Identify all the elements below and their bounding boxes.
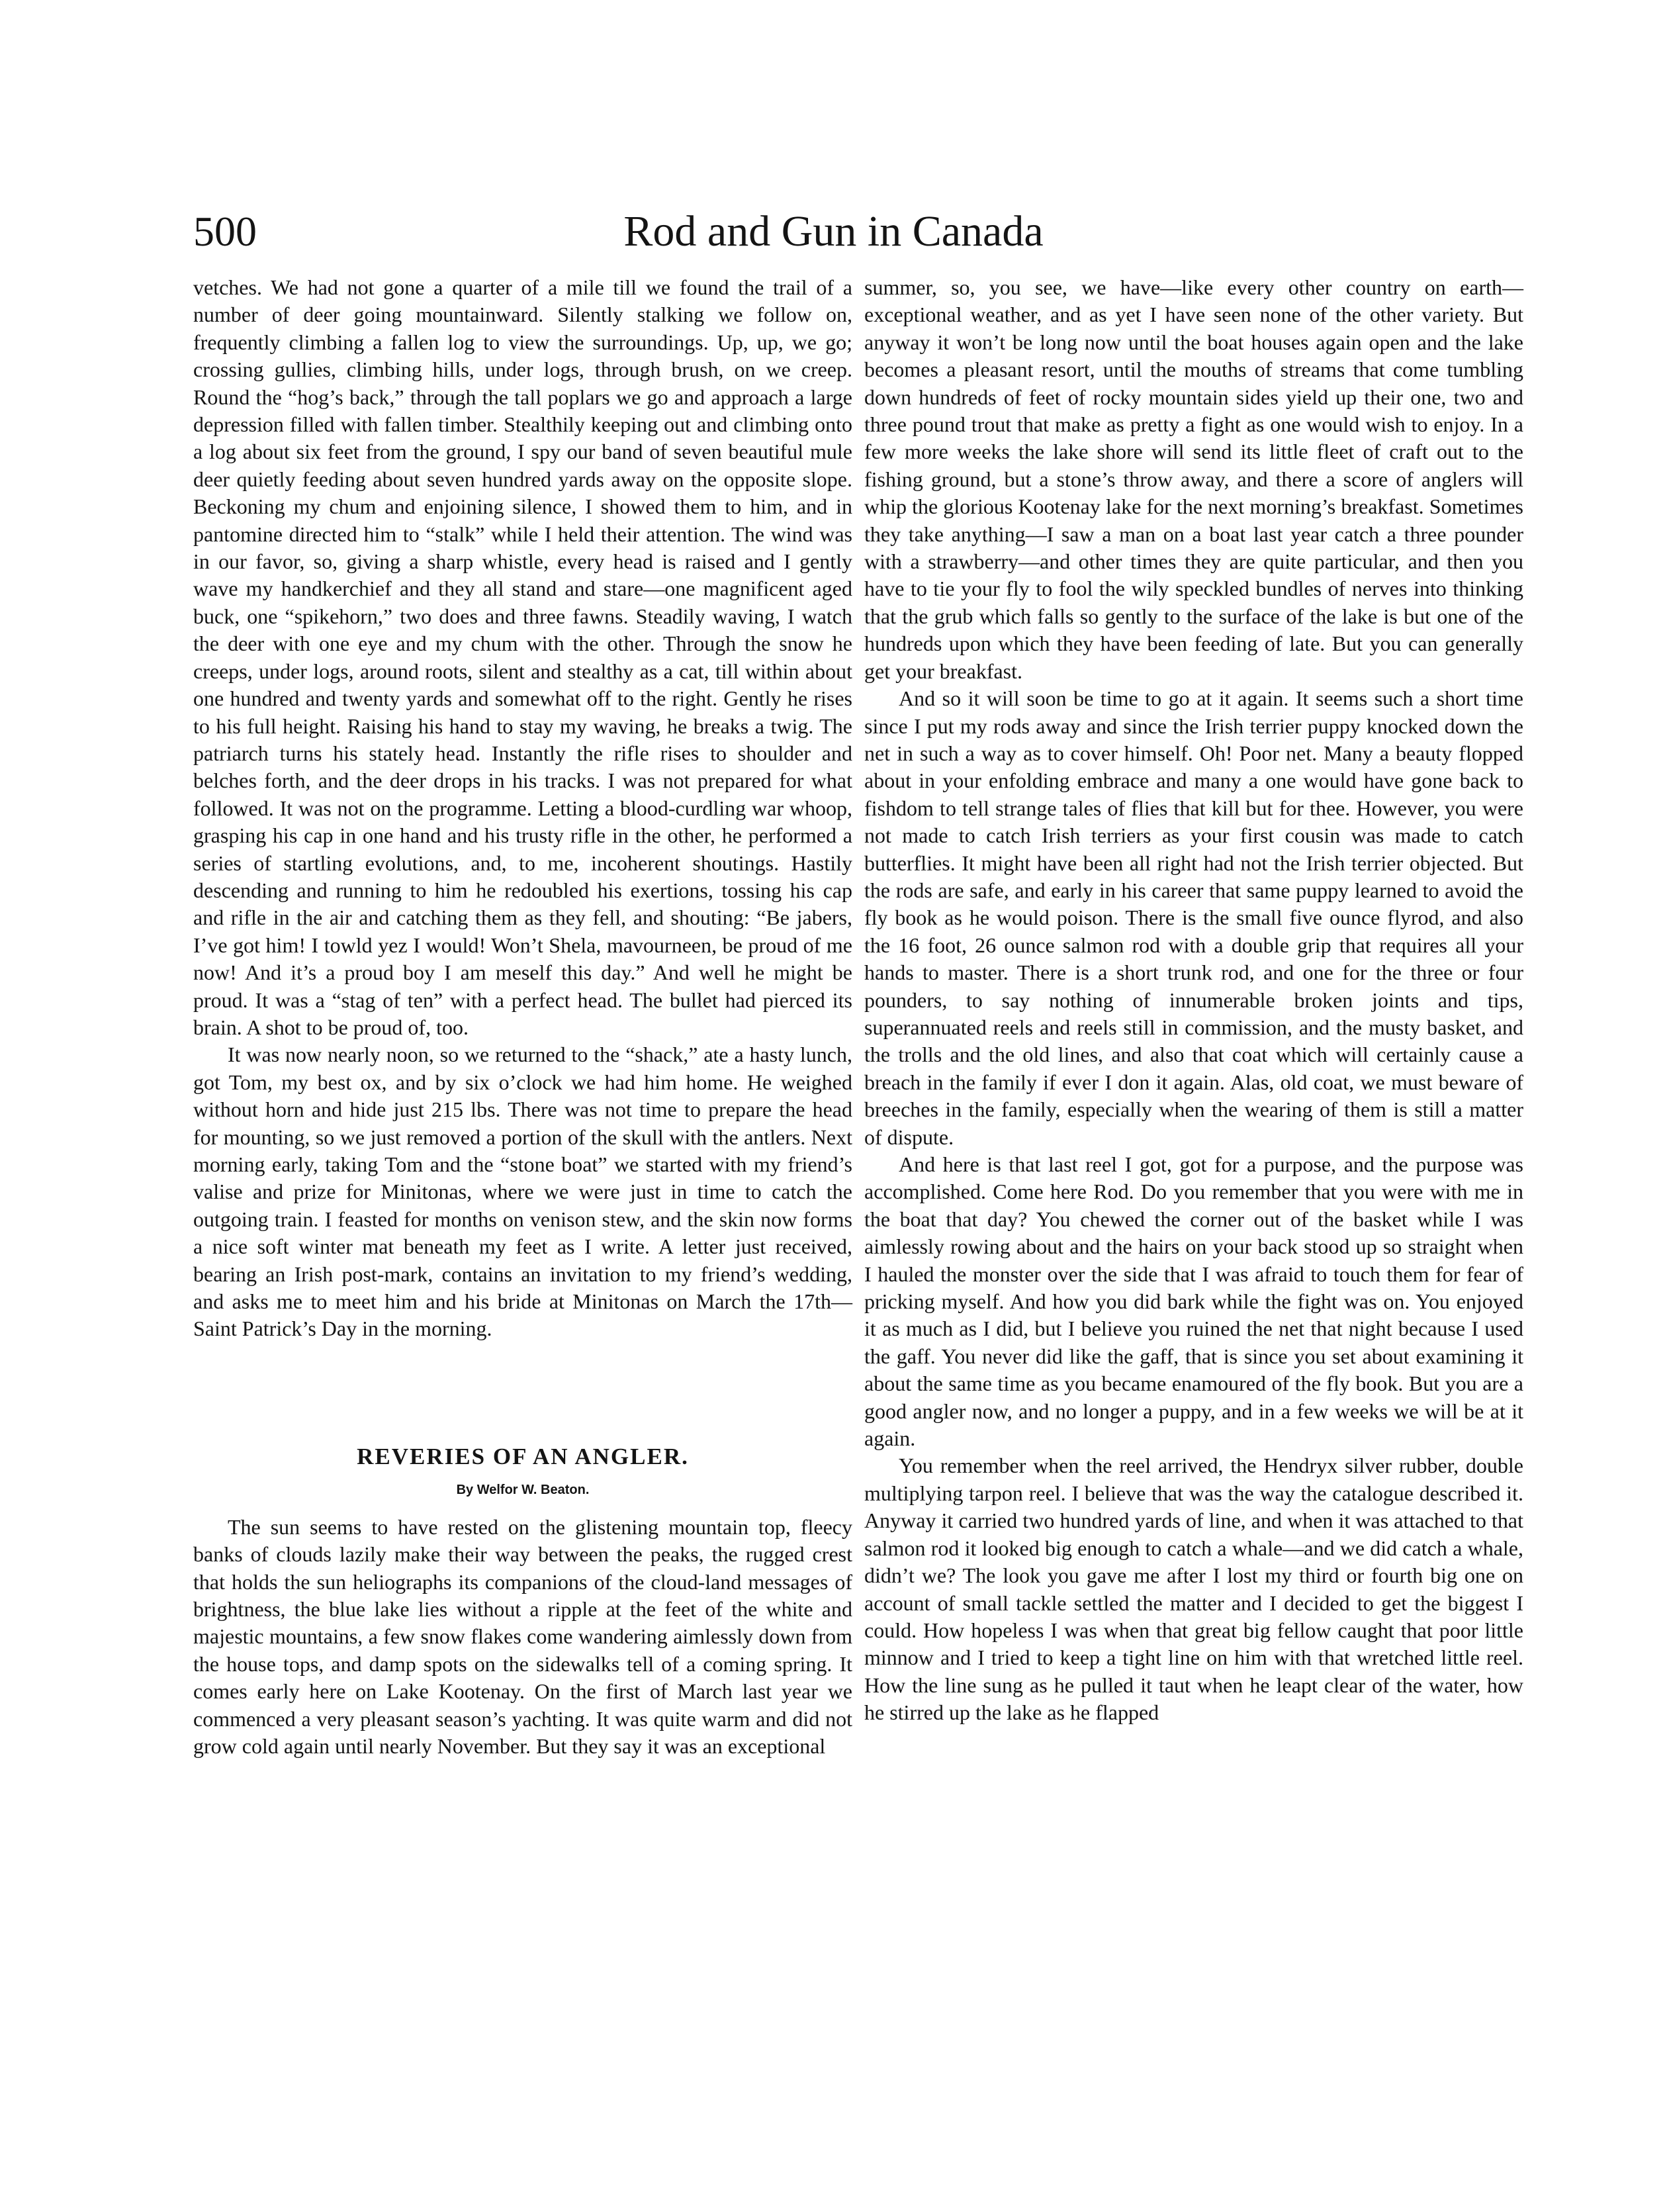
right-column xyxy=(864,274,1523,2180)
article-heading: REVERIES OF AN ANGLER. xyxy=(357,1443,689,1469)
page-number: 500 xyxy=(193,208,257,255)
byline: By Welfor W. Beaton. xyxy=(456,1482,590,1497)
paragraph: summer, so, you see, we have—like every other country on earth—exceptional weather, and as yet I have seen none of the other variety. But anyway it won’t be long now until the boat houses again open and the lake becomes a pleasant resort, until the mouths of streams that come tumbling down hundreds of feet of rocky mountain sides yield up their one, two and three pound trout that make as pretty a fight as one would wish to enjoy. In a few more weeks the lake shore will send its little fleet of craft out to the fishing ground, but a stone’s throw away, and there a score of anglers will whip the glorious Kootenay lake for the next morning’s breakfast. Sometimes they take anything—I saw a man on a boat last year catch a three pounder with a strawberry—and other times they are quite particular, and then you have to tie your fly to fool the wily speckled bundles of nerves into thinking that the grub which falls so gently to the surface of the lake is but one of the hundreds upon which they have been feeding of late. But you can generally get your breakfast. xyxy=(864,275,1523,683)
paragraph: It was now nearly noon, so we returned to the “shack,” ate a hasty lunch, got Tom, my best ox, and by six o’clock we had him home. He weighed without horn and hide just 215 lbs. There was not time to prepare the head for mounting, so we just removed a portion of the skull with the antlers. Next morning early, taking Tom and the “stone boat” we started with my friend’s valise and prize for Minitonas, where we were just in time to catch the outgoing train. I feasted for months on venison stew, and the skin now forms a nice soft winter mat beneath my feet as I write. A letter just received, bearing an Irish post-mark, contains an invitation to my friend’s wedding, and asks me to meet him and his bride at Minitonas on March the 17th—Saint Patrick’s Day in the morning. xyxy=(193,1042,852,1341)
paragraph: And here is that last reel I got, got for a purpose, and the purpose was accomplished. Come here Rod. Do you remember that you were with me in the boat that day? You chewed the corner out of the basket while I was aimlessly rowing about and the hairs on your back stood up so straight when I hauled the monster over the side that I was afraid to touch them for fear of pricking myself. And how you did bark while the fight was on. You enjoyed it as much as I did, but I believe you ruined the net that night because I used the gaff. You never did like the gaff, that is since you set about examining it about the same time as you became enamoured of the fly book. But you are a good angler now, and no longer a puppy, and in a few weeks we will be at it again. xyxy=(864,1152,1523,1451)
paragraph: And so it will soon be time to go at it again. It seems such a short time since I put my rods away and since the Irish terrier puppy knocked down the net in such a way as to cover himself. Oh! Poor net. Many a beauty flopped about in your enfolding embrace and many a one would have gone back to fishdom to tell strange tales of flies that kill but for thee. However, you were not made to catch Irish terriers as your first cousin was made to catch butterflies. It might have been all right had not the Irish terrier objected. But the rods are safe, and early in his career that same puppy learned to avoid the fly book as he would poison. There is the small five ounce flyrod, and also the 16 foot, 26 ounce salmon rod with a double grip that requires all your hands to master. There is a short trunk rod, and one for the three or four pounders, to say nothing of innumerable broken joints and tips, superannuated reels and reels still in commission, and the musty basket, and the trolls and the old lines, and also that coat which will certainly cause a breach in the family if ever I don it again. Alas, old coat, we must beware of breeches in the family, especially when the wearing of them is still a matter of dispute. xyxy=(864,686,1523,1149)
paragraph: You remember when the reel arrived, the Hendryx silver rubber, double multiplying tarpon reel. I believe that was the way the catalogue described it. Anyway it carried two hundred yards of line, and when it was attached to that salmon rod it looked big enough to catch a whale—and we did catch a whale, didn’t we? The look you gave me after I lost my third or fourth big one on account of small tackle settled the matter and I decided to get the biggest I could. How hopeless I was when that great big fellow caught that poor little minnow and I tried to keep a tight line on him with that wretched little reel. How the line sung as he pulled it taut when he leapt clear of the water, how he stirred up the lake as he flapped xyxy=(864,1453,1523,1725)
running-title: Rod and Gun in Canada xyxy=(623,207,1044,255)
left-column xyxy=(193,274,852,2074)
page-header xyxy=(0,199,1667,265)
paragraph: vetches. We had not gone a quarter of a mile till we found the trail of a number of deer going mountainward. Silently stalking we follow on, frequently climbing a fallen log to view the surroundings. Up, up, we go; crossing gullies, climbing hills, under logs, through brush, on we creep. Round the “hog’s back,” through the tall poplars we go and approach a large depression filled with fallen timber. Stealthily keeping out and climbing onto a log about six feet from the ground, I spy our band of seven beautiful mule deer quietly feeding about seven hundred yards away on the opposite slope. Beckoning my chum and enjoining silence, I showed them to him, and in pantomine directed him to “stalk” while I held their attention. The wind was in our favor, so, giving a sharp whistle, every head is raised and I gently wave my handkerchief and they all stand and stare—one magnificent aged buck, one “spikehorn,” two does and three fawns. Steadily waving, I watch the deer with one eye and my chum with the other. Through the snow he creeps, under logs, around roots, silent and stealthy as a cat, till within about one hundred and twenty yards and somewhat off to the right. Gently he rises to his full height. Raising his hand to stay my waving, he breaks a twig. The patriarch turns his stately head. Instantly the rifle rises to shoulder and belches forth, and the deer drops in his tracks. I was not prepared for what followed. It was not on the programme. Letting a blood-curdling war whoop, grasping his cap in one hand and his trusty rifle in the other, he performed a series of startling evolutions, and, to me, incoherent shoutings. Hastily descending and running to him he redoubled his exertions, tossing his cap and rifle in the air and catching them as they fell, and shouting: “Be jabers, I’ve got him! I towld yez I would! Won’t Shela, mavourneen, be proud of me now! And it’s a proud boy I am meself this day.” And well he might be proud. It was a “stag of ten” with a perfect head. The bullet had pierced its brain. A shot to be proud of, too. xyxy=(193,275,852,1039)
paragraph: The sun seems to have rested on the glistening mountain top, fleecy banks of clouds lazily make their way between the peaks, the rugged crest that holds the sun heliographs its companions of the cloud-land messages of brightness, the blue lake lies without a ripple at the feet of the white and majestic mountains, a few snow flakes come wandering aimlessly down from the house tops, and damp spots on the sidewalks tell of a coming spring. It comes early here on Lake Kootenay. On the first of March last year we commenced a very pleasant season’s yachting. It was quite warm and did not grow cold again until nearly November. But they say it was an exceptional xyxy=(193,1514,852,1759)
